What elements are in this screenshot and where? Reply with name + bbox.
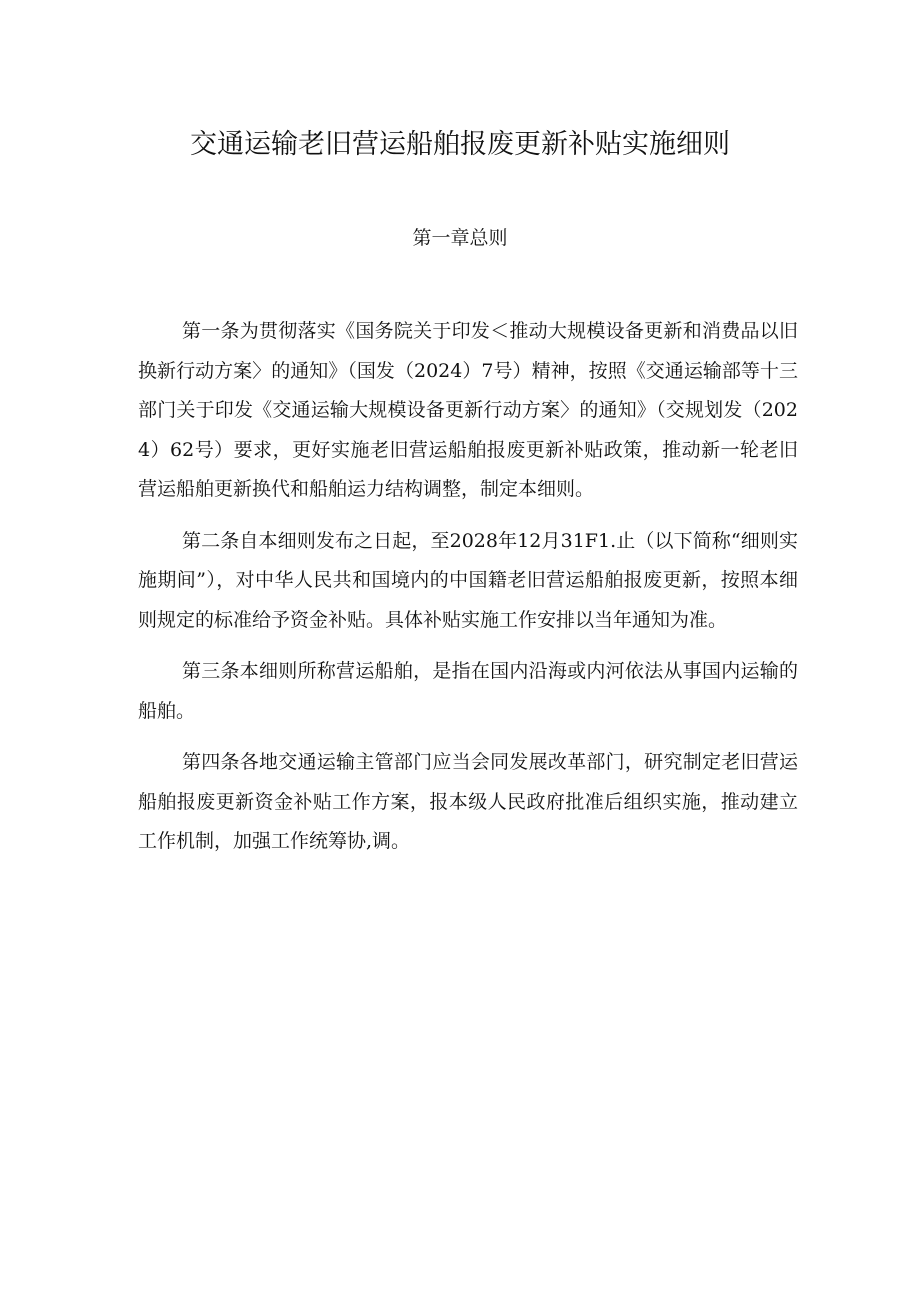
article-1-paragraph: 第一条为贯彻落实《国务院关于印发＜推动大规模设备更新和消费品以旧换新行动方案〉的通知》（国发（2024）7号）精神，按照《交通运输部等十三部门关于印发《交通运输大规模设备更新行动方案〉的通知》（交规划发（2024）62号）要求，更好实施老旧营运船舶报废更新补贴政策，推动新一轮老旧营运船舶更新换代和船舶运力结构调整，制定本细则。	[138, 320, 798, 500]
article-3-paragraph: 第三条本细则所称营运船舶，是指在国内沿海或内河依法从事国内运输的船舶。	[138, 660, 798, 722]
chapter-heading: 第一章总则	[412, 227, 508, 249]
document-title: 交通运输老旧营运船舶报废更新补贴实施细则	[190, 129, 730, 160]
document-body	[138, 312, 798, 874]
article-2-paragraph: 第二条自本细则发布之日起，至2028年12月31F1.止（以下简称“细则实施期间”），对中华人民共和国境内的中国籍老旧营运船舶报废更新，按照本细则规定的标准给予资金补贴。具体补贴实施工作安排以当年通知为准。	[138, 529, 798, 631]
article-4-paragraph: 第四条各地交通运输主管部门应当会同发展改革部门，研究制定老旧营运船舶报废更新资金补贴工作方案，报本级人民政府批准后组织实施，推动建立工作机制，加强工作统筹协,调。	[138, 751, 798, 852]
